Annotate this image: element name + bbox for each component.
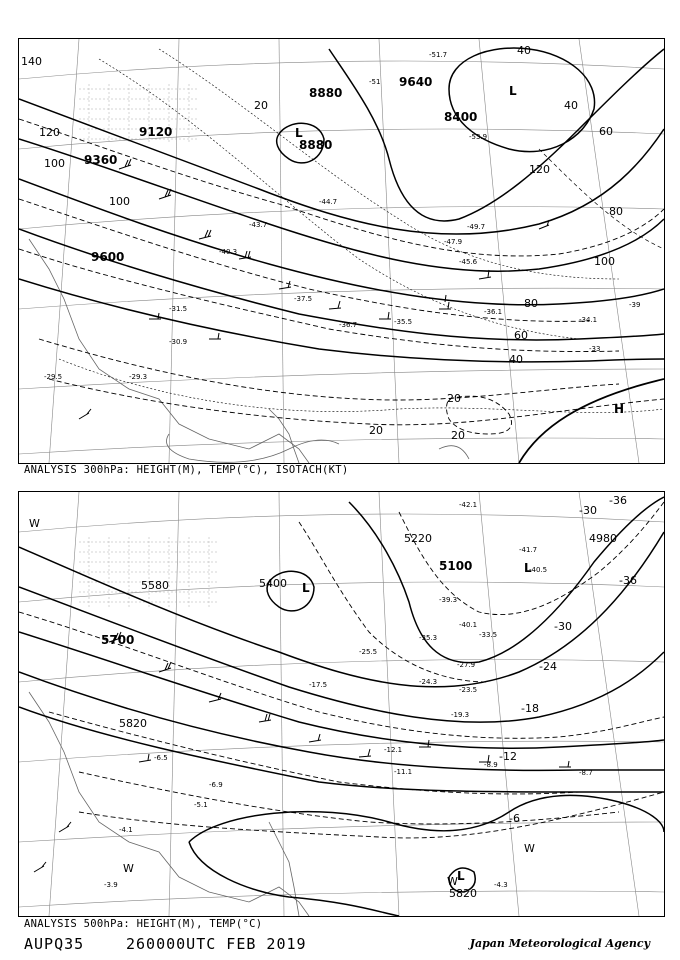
graticule [19,492,664,916]
isotherm-label: -36 [609,494,627,507]
chart-code: AUPQ35 [24,935,85,953]
isotach-label: 20 [447,392,461,405]
temp-label: -40.5 [529,566,548,574]
height-label: 9640 [399,75,433,89]
warm-marker: W [29,517,40,530]
isotach-label: 140 [21,55,42,68]
isotach-label: 80 [524,297,538,310]
height-label: 5100 [439,559,473,573]
height-label: 8400 [444,110,478,124]
height-contours [19,497,664,916]
height-label: 9600 [91,250,125,264]
temp-label: -44.7 [319,198,338,206]
wind-barbs [79,159,549,419]
height-label: 5820 [119,717,147,730]
isotherms [19,502,664,838]
height-label: 8880 [309,86,343,100]
height-label: 8880 [299,138,333,152]
height-labels [101,532,617,900]
height-label: 5220 [404,532,432,545]
temp-label: -33.5 [479,631,498,639]
isotherm-label: -30 [579,504,597,517]
height-label: 5700 [101,633,135,647]
isotherm-label: -18 [521,702,539,715]
map-500hpa [18,491,665,917]
height-label: 5580 [141,579,169,592]
height-label: 4980 [589,532,617,545]
isotherm-label: -12 [499,750,517,763]
isotach-label: 60 [599,125,613,138]
temp-label: -51.7 [429,51,448,59]
isotach-label: 20 [451,429,465,442]
temp-label: -6.5 [154,754,168,762]
isotach-label: 60 [514,329,528,342]
isotach-label: 100 [44,157,65,170]
height-label: 5820 [449,887,477,900]
isotherm-label: -30 [554,620,572,633]
isotach-label: 120 [529,163,550,176]
coastline [29,692,309,916]
temp-label: -8.9 [484,761,498,769]
valid-time: 260000UTC FEB 2019 [126,935,307,953]
isotach-labels [21,44,623,442]
temp-label: -4.1 [119,826,133,834]
temp-label: -31.5 [169,305,188,313]
isotherm-label: -6 [509,812,520,825]
temp-label: -47.9 [444,238,463,246]
caption-300hpa: ANALYSIS 300hPa: HEIGHT(M), TEMP(°C), ISOTACH(KT) [24,464,349,476]
height-label: 5400 [259,577,287,590]
isotach-label: 80 [609,205,623,218]
isotherm-label: -24 [539,660,557,673]
map-500hpa-graphic [19,492,664,916]
temp-label: -5.1 [194,801,208,809]
isotach-label: 120 [39,126,60,139]
isotach-label: 40 [509,353,523,366]
isotach-label: 20 [369,424,383,437]
temp-label: -25.5 [359,648,378,656]
temp-label: -40.1 [459,621,478,629]
map-300hpa-graphic [19,39,664,463]
temp-label: -11.1 [394,768,413,776]
low-marker: L [295,126,303,140]
isotach-label: 40 [564,99,578,112]
temp-label: -51 [369,78,381,86]
agency-name: Japan Meteorological Agency [469,937,650,950]
low-marker: L [524,561,532,575]
temp-label: -8.7 [579,769,593,777]
low-marker: L [302,581,310,595]
temp-label: -6.9 [209,781,223,789]
warm-marker: W [123,862,134,875]
temp-label: -49.7 [467,223,486,231]
temp-label: -24.3 [419,678,438,686]
temperature-labels [44,51,640,381]
temp-label: -53.9 [469,133,488,141]
hatch-area [79,537,219,607]
temp-label: -19.3 [451,711,470,719]
temp-label: -30.9 [169,338,188,346]
isotach-label: 40 [517,44,531,57]
height-label: 9120 [139,125,173,139]
low-marker: L [457,869,465,883]
jet-axis [519,379,664,463]
temp-label: -35.3 [419,634,438,642]
temp-label: -29.5 [44,373,63,381]
high-marker: H [614,402,625,416]
temp-label: -36.1 [484,308,503,316]
isotach-label: 20 [254,99,268,112]
temp-label: -42.1 [459,501,478,509]
temp-label: -33 [589,345,601,353]
temp-label: -35.5 [394,318,413,326]
temp-label: -43.7 [249,221,268,229]
warm-marker: W [447,875,458,888]
temp-label: -41.7 [519,546,538,554]
temp-label: -12.1 [384,746,403,754]
isotach-label: 100 [594,255,615,268]
temp-label: -27.9 [457,661,476,669]
height-label: 9360 [84,153,118,167]
temp-label: -3.9 [104,881,118,889]
temp-label: -37.5 [294,295,313,303]
temp-label: -45.6 [459,258,478,266]
temp-label: -23.5 [459,686,478,694]
temp-label: -34.1 [579,316,598,324]
temp-label: -39 [629,301,641,309]
temp-label: -17.5 [309,681,328,689]
temp-label: -29.3 [129,373,148,381]
low-marker: L [509,84,517,98]
temp-label: -4.3 [494,881,508,889]
wind-barbs [34,632,571,872]
map-300hpa [18,38,665,464]
temp-label: -40.3 [219,248,238,256]
temp-label: -39.3 [439,596,458,604]
isotach-label: 100 [109,195,130,208]
caption-500hpa: ANALYSIS 500hPa: HEIGHT(M), TEMP(°C) [24,918,263,930]
isotherm-label: -36 [619,574,637,587]
warm-marker: W [524,842,535,855]
temp-label: -36.7 [339,321,358,329]
